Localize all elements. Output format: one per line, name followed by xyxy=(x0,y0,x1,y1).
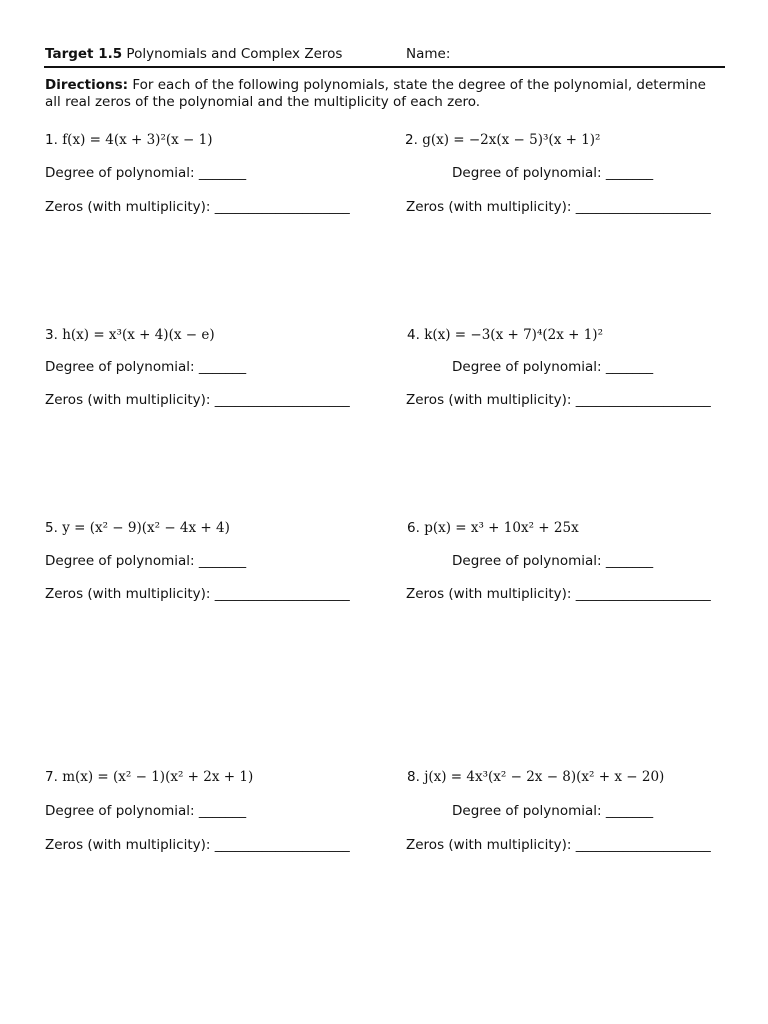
problem-3-equation xyxy=(45,327,215,343)
header-rule xyxy=(44,66,725,68)
problem-1-equation xyxy=(45,132,213,148)
polynomial: k(x) = −3(x + 7)⁴(2x + 1)² xyxy=(424,327,603,343)
problem-number: 1. xyxy=(45,132,58,148)
problem-6-degree: Degree of polynomial: _______ xyxy=(452,553,654,569)
problem-6-equation xyxy=(407,520,579,536)
polynomial: j(x) = 4x³(x² − 2x − 8)(x² + x − 20) xyxy=(424,769,665,785)
problem-3-degree: Degree of polynomial: _______ xyxy=(45,359,247,375)
problem-2-degree: Degree of polynomial: _______ xyxy=(452,165,654,181)
name-field-label: Name: xyxy=(406,46,451,62)
problem-number: 5. xyxy=(45,520,58,536)
problem-5-degree: Degree of polynomial: _______ xyxy=(45,553,247,569)
directions-label: Directions: xyxy=(45,77,129,93)
problem-7-equation xyxy=(45,769,253,785)
worksheet-title xyxy=(45,46,342,62)
problem-1-zeros: Zeros (with multiplicity): ____________________ xyxy=(45,199,350,215)
polynomial: p(x) = x³ + 10x² + 25x xyxy=(424,520,579,536)
problem-5-equation xyxy=(45,520,230,536)
problem-number: 3. xyxy=(45,327,58,343)
problem-8-equation xyxy=(407,769,664,785)
polynomial: m(x) = (x² − 1)(x² + 2x + 1) xyxy=(62,769,254,785)
problem-2-equation xyxy=(405,132,600,148)
problem-2-zeros: Zeros (with multiplicity): ____________________ xyxy=(406,199,711,215)
problem-8-degree: Degree of polynomial: _______ xyxy=(452,803,654,819)
directions-text: For each of the following polynomials, state the degree of the polynomial, determine all real zeros of the polynomial and the multiplicity of each zero. xyxy=(45,77,706,110)
problem-7-degree: Degree of polynomial: _______ xyxy=(45,803,247,819)
problem-1-degree: Degree of polynomial: _______ xyxy=(45,165,247,181)
problem-6-zeros: Zeros (with multiplicity): ____________________ xyxy=(406,586,711,602)
problem-7-zeros: Zeros (with multiplicity): ____________________ xyxy=(45,837,350,853)
directions xyxy=(45,77,725,111)
target-label: Target 1.5 xyxy=(45,46,123,62)
problem-4-equation xyxy=(407,327,603,343)
problem-8-zeros: Zeros (with multiplicity): ____________________ xyxy=(406,837,711,853)
polynomial: h(x) = x³(x + 4)(x − e) xyxy=(62,327,215,343)
problem-5-zeros: Zeros (with multiplicity): ____________________ xyxy=(45,586,350,602)
problem-number: 2. xyxy=(405,132,418,148)
polynomial: g(x) = −2x(x − 5)³(x + 1)² xyxy=(422,132,601,148)
title-text: Polynomials and Complex Zeros xyxy=(126,46,343,62)
polynomial: y = (x² − 9)(x² − 4x + 4) xyxy=(62,520,230,536)
problem-number: 4. xyxy=(407,327,420,343)
problem-number: 7. xyxy=(45,769,58,785)
problem-number: 6. xyxy=(407,520,420,536)
problem-4-zeros: Zeros (with multiplicity): ____________________ xyxy=(406,392,711,408)
problem-number: 8. xyxy=(407,769,420,785)
problem-3-zeros: Zeros (with multiplicity): ____________________ xyxy=(45,392,350,408)
polynomial: f(x) = 4(x + 3)²(x − 1) xyxy=(62,132,213,148)
problem-4-degree: Degree of polynomial: _______ xyxy=(452,359,654,375)
